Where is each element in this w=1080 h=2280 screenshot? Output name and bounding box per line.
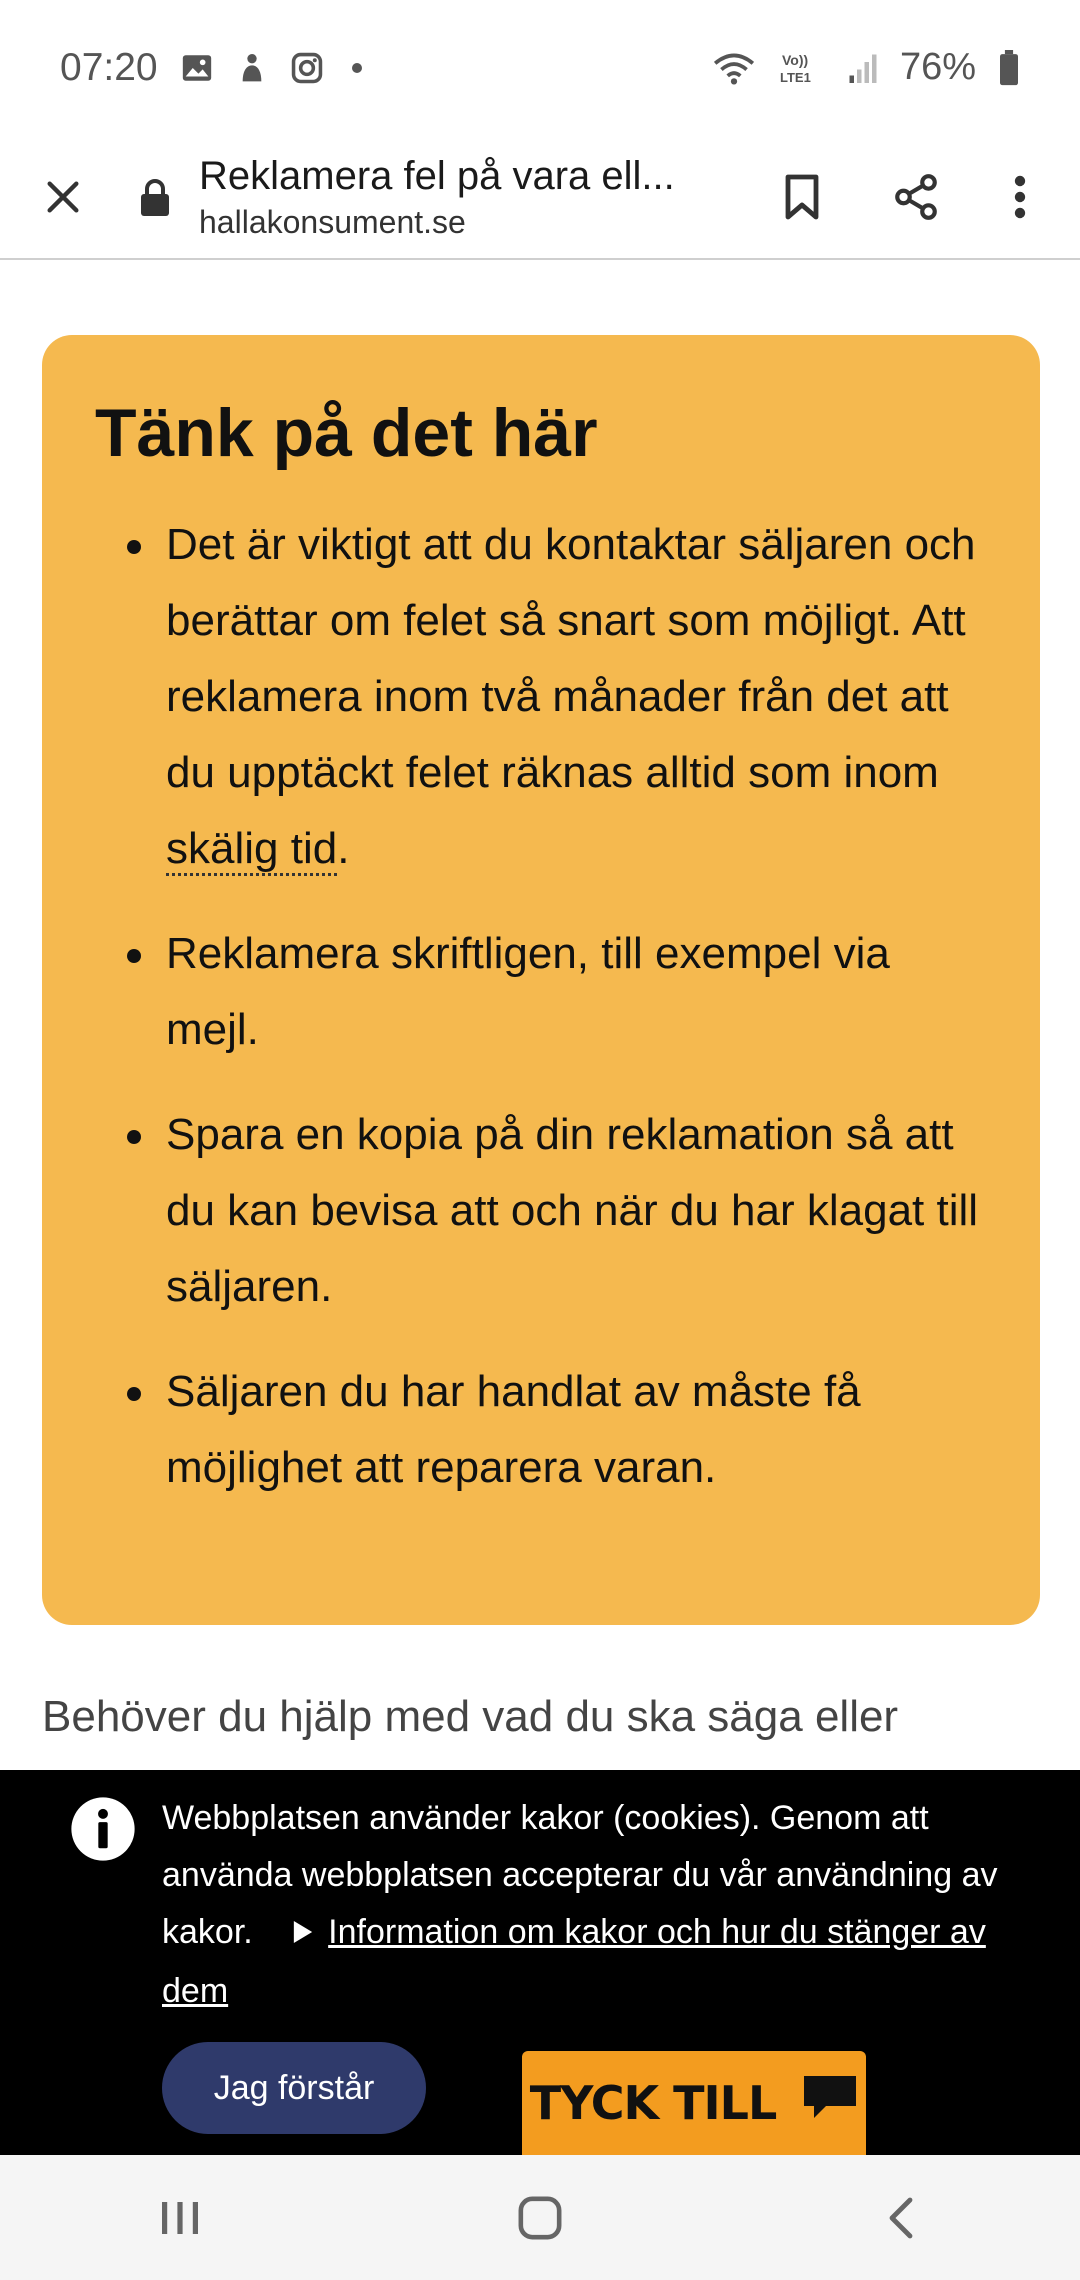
lock-icon[interactable] — [135, 174, 175, 220]
list-item — [95, 1097, 984, 1325]
svg-text:LTE1: LTE1 — [779, 69, 811, 85]
list-item — [95, 916, 984, 1068]
home-icon[interactable] — [480, 2178, 600, 2258]
list-item-text-end: . — [337, 823, 350, 873]
list-item — [95, 507, 984, 887]
more-vert-icon[interactable] — [980, 157, 1060, 237]
bullet — [127, 540, 141, 554]
close-icon[interactable] — [33, 167, 93, 227]
cookie-info-link[interactable]: Information om kakor och hur du stänger av dem — [162, 1913, 986, 2010]
battery-percentage: 76% — [899, 46, 976, 88]
more-notifications-dot — [352, 63, 362, 73]
list-item-text: Spara en kopia på din reklamation så att du kan bevisa att och när du har klagat till säljaren. — [166, 1109, 979, 1311]
gallery-icon — [180, 51, 214, 85]
bullet — [127, 949, 141, 963]
share-icon[interactable] — [876, 157, 956, 237]
app-notification-icon — [236, 51, 268, 85]
play-icon — [292, 1906, 314, 1963]
signal-icon — [848, 51, 878, 85]
svg-text:Vo)): Vo)) — [781, 51, 809, 68]
status-time: 07:20 — [60, 45, 158, 89]
status-right — [712, 46, 1020, 89]
bookmark-icon[interactable] — [762, 157, 842, 237]
page-title: Reklamera fel på vara ell... — [199, 154, 675, 198]
bullet — [127, 1130, 141, 1144]
cookie-message-text: Webbplatsen använder kakor (cookies). Genom att använda webbplatsen accepterar du vår användning av kakor. — [162, 1799, 998, 1951]
list-item — [95, 1354, 984, 1506]
toolbar-actions — [728, 157, 1080, 237]
callout-list — [95, 507, 984, 1506]
page-domain: hallakonsument.se — [199, 204, 466, 240]
status-left — [60, 46, 362, 90]
volte-icon — [778, 50, 826, 86]
status-bar — [0, 0, 1080, 135]
callout-title: Tänk på det här — [95, 395, 598, 471]
battery-icon — [998, 50, 1020, 86]
chat-bubble-icon — [802, 2074, 858, 2133]
system-nav-bar — [0, 2155, 1080, 2280]
info-icon — [70, 1796, 136, 1862]
url-info[interactable] — [199, 152, 699, 241]
bullet — [127, 1387, 141, 1401]
back-icon[interactable] — [840, 2178, 960, 2258]
accept-cookies-button[interactable]: Jag förstår — [162, 2042, 426, 2134]
instagram-icon — [290, 51, 324, 85]
cookie-message — [162, 1790, 1042, 2020]
feedback-button[interactable] — [522, 2051, 866, 2155]
tips-callout — [42, 335, 1040, 1625]
cookie-banner — [0, 1770, 1080, 2155]
term-link[interactable]: skälig tid — [166, 824, 337, 876]
list-item-text: Reklamera skriftligen, till exempel via mejl. — [166, 928, 890, 1054]
list-item-text: Säljaren du har handlat av måste få möjlighet att reparera varan. — [166, 1366, 861, 1492]
list-item-text: Det är viktigt att du kontaktar säljaren och berättar om felet så snart som möjligt. Att reklamera inom två månader från det att du upptäckt felet räknas alltid som inom — [166, 519, 976, 797]
feedback-label: TYCK TILL — [529, 2076, 777, 2130]
browser-toolbar — [0, 135, 1080, 260]
recents-icon[interactable] — [120, 2178, 240, 2258]
wifi-icon — [712, 50, 756, 86]
body-paragraph: Behöver du hjälp med vad du ska säga eller — [42, 1692, 899, 1741]
